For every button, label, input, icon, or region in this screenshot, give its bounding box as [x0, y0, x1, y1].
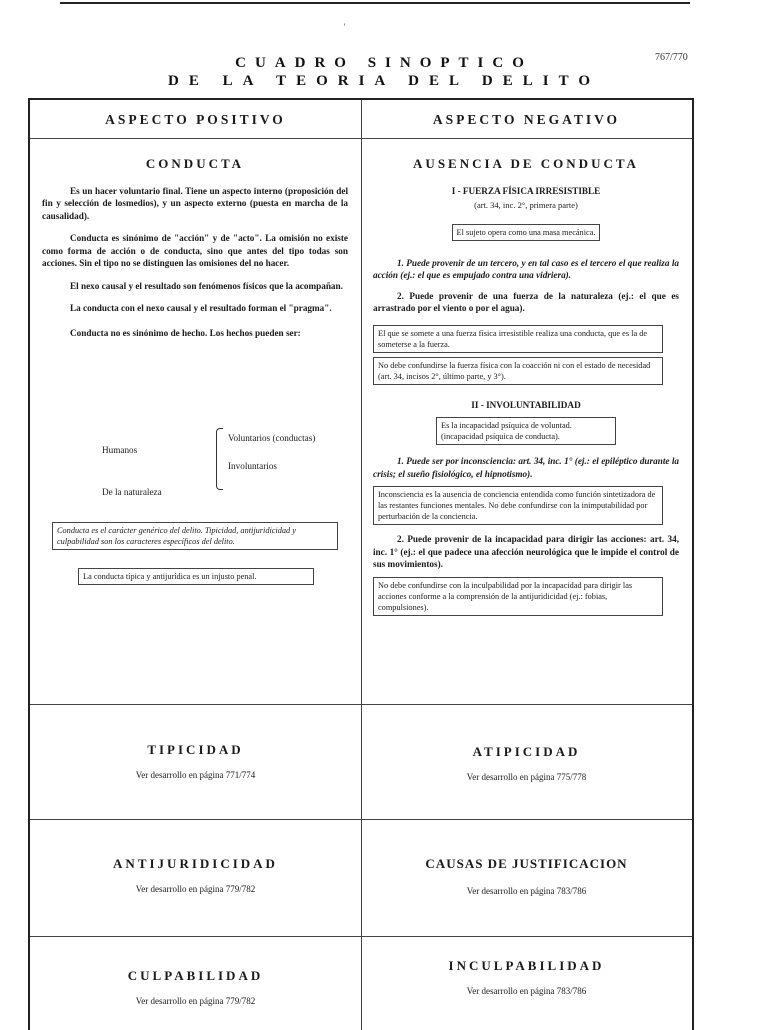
involuntabilidad-item2: 2. Puede provenir de la incapacidad para dirigir las acciones: art. 34, inc. 1° (ej.: el que padece una afección neurológica que le impide el control de sus movimientos). — [373, 534, 679, 569]
fuerza-item1: 1. Puede provenir de un tercero, y en tal caso es el tercero el que realiza la acción (ej.: el que es empujado contra una vidriera). — [373, 257, 679, 280]
note-box-masa: El sujeto opera como una masa mecánica. — [452, 224, 601, 241]
conducta-p5: Conducta no es sinónimo de hecho. Los hechos pueden ser: — [70, 327, 301, 338]
page-title-line1: CUADRO SINOPTICO — [235, 55, 533, 71]
inculpabilidad-title: INCULPABILIDAD — [448, 958, 605, 973]
conducta-p4: La conducta con el nexo causal y el resultado forman el "pragma". — [70, 303, 332, 313]
involuntabilidad-item1: 1. Puede ser por inconsciencia: art. 34, inc. 1° (ej.: el epiléptico durante la crisis; el sueño fisiológico, el hipnotismo). — [373, 456, 679, 479]
note-box-inculpabilidad: No debe confundirse con la inculpabilidad por la incapacidad para dirigir las acciones conforme a la comprensión de la antijuridicidad (ej.: fobias, compulsiones). — [373, 577, 663, 616]
ausencia-heading: AUSENCIA DE CONDUCTA — [413, 156, 639, 171]
diagram-brace — [216, 428, 223, 490]
tipicidad-ref: Ver desarrollo en página 771/774 — [135, 770, 256, 780]
page-title-line2: DE LA TEORIA DEL DELITO — [167, 73, 601, 89]
row-divider — [30, 704, 692, 705]
note-box-inconsciencia: Inconsciencia es la ausencia de conciencia entendida como función sintetizadora de las restantes funciones mentales. No debe confundirse con la inimputabilidad por perturbación de la conciencia. — [373, 486, 663, 525]
right-column — [373, 158, 679, 616]
diagram-naturaleza: De la naturaleza — [102, 487, 162, 497]
fuerza-subheading: I - FUERZA FÍSICA IRRESISTIBLE — [451, 185, 601, 196]
causas-justificacion-ref: Ver desarrollo en página 783/786 — [466, 886, 587, 896]
conducta-p1: Es un hacer voluntario final. Tiene un aspecto interno (proposición del fin y selección de losmedios), y un aspecto externo (puesta en marcha de la causalidad). — [42, 185, 348, 221]
scan-mark: ʼ — [343, 22, 346, 32]
left-column — [42, 158, 348, 339]
tipicidad-title: TIPICIDAD — [147, 742, 244, 757]
synoptic-table — [28, 98, 694, 1030]
page-number: 767/770 — [655, 52, 688, 63]
antijuridicidad-ref: Ver desarrollo en página 779/782 — [135, 884, 256, 894]
note-box-coaccion: No debe confundirse la fuerza física con la coacción ni con el estado de necesidad (art. 34, incisos 2°, último parte, y 3°). — [373, 357, 663, 385]
involuntabilidad-subheading: II - INVOLUNTABILIDAD — [471, 399, 581, 410]
header-divider — [30, 138, 692, 139]
conducta-p3: El nexo causal y el resultado son fenómenos físicos que la acompañan. — [70, 280, 343, 291]
header-left: ASPECTO POSITIVO — [105, 112, 286, 127]
note-box-incapacidad: Es la incapacidad psíquica de voluntad. (incapacidad psíquica de conducta). — [436, 417, 616, 445]
fuerza-ref: (art. 34, inc. 2°, primera parte) — [474, 200, 578, 210]
top-rule — [60, 2, 690, 4]
note-box-someterse: El que se somete a una fuerza física irresistible realiza una conducta, que es la de someterse a la fuerza. — [373, 325, 663, 353]
causas-justificacion-title: CAUSAS DE JUSTIFICACION — [425, 856, 628, 871]
note-box-injusto: La conducta típica y antijurídica es un injusto penal. — [78, 568, 314, 585]
atipicidad-ref: Ver desarrollo en página 775/778 — [466, 772, 587, 782]
conducta-heading: CONDUCTA — [145, 156, 245, 171]
row-divider — [30, 936, 692, 937]
atipicidad-title: ATIPICIDAD — [472, 744, 581, 759]
diagram-humanos: Humanos — [102, 445, 138, 455]
culpabilidad-ref: Ver desarrollo en página 779/782 — [135, 996, 256, 1006]
fuerza-item2: 2. Puede provenir de una fuerza de la naturaleza (ej.: el que es arrastrado por el viento o por el agua). — [373, 290, 679, 313]
header-right: ASPECTO NEGATIVO — [432, 112, 621, 127]
antijuridicidad-title: ANTIJURIDICIDAD — [113, 856, 278, 871]
conducta-p2: Conducta es sinónimo de "acción" y de "acto". La omisión no existe como forma de acción o de conducta, sino que antes del tipo todas son acciones. Sin el tipo no se distinguen las omisiones del no hacer. — [42, 233, 348, 268]
note-box-caracter: Conducta es el carácter genérico del delito. Tipicidad, antijuridicidad y culpabilidad son los caracteres específicos del delito. — [52, 522, 338, 550]
inculpabilidad-ref: Ver desarrollo en página 783/786 — [466, 986, 587, 996]
diagram-involuntarios: Involuntarios — [228, 461, 277, 471]
culpabilidad-title: CULPABILIDAD — [127, 968, 264, 983]
diagram-voluntarios: Voluntarios (conductas) — [228, 433, 316, 443]
row-divider — [30, 819, 692, 820]
